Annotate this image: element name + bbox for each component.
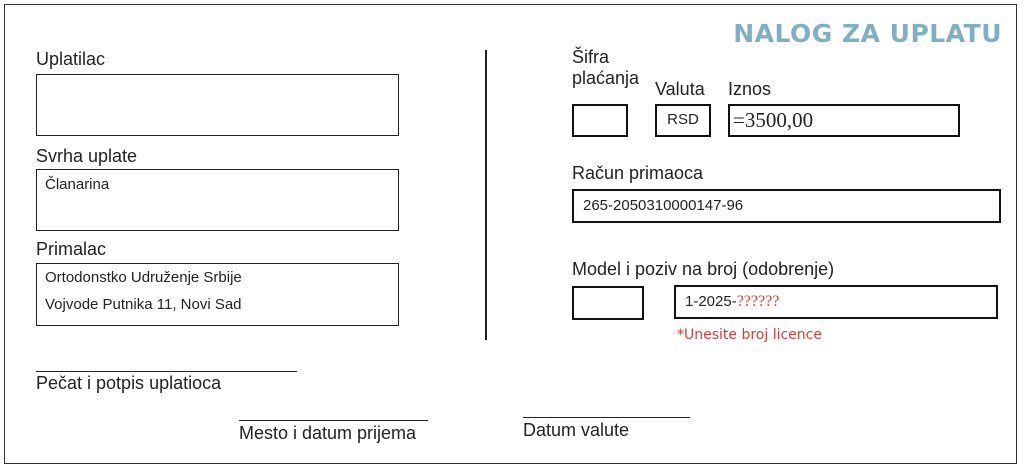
amount-field[interactable]: =3500,00 xyxy=(728,104,960,137)
place-date-label: Mesto i datum prijema xyxy=(239,423,417,443)
payer-field[interactable] xyxy=(36,74,399,136)
payment-code-label-line-1: Šifra xyxy=(572,47,610,67)
purpose-label: Svrha uplate xyxy=(36,146,138,166)
value-date-line xyxy=(523,417,690,418)
amount-label: Iznos xyxy=(728,79,772,99)
column-divider xyxy=(485,50,487,340)
payment-code-field[interactable] xyxy=(572,104,628,137)
recipient-label: Primalac xyxy=(36,239,107,259)
model-field[interactable] xyxy=(572,286,644,320)
reference-prefix: 1-2025- xyxy=(685,293,737,310)
payment-order-form xyxy=(4,4,1017,464)
payment-code-label xyxy=(572,47,639,89)
reference-number-field[interactable] xyxy=(674,285,998,319)
recipient-line-2: Vojvode Putnika 11, Novi Sad xyxy=(45,296,242,313)
stamp-signature-line xyxy=(36,371,297,372)
account-label: Račun primaoca xyxy=(572,163,704,183)
payer-label: Uplatilac xyxy=(36,49,106,69)
place-date-line xyxy=(239,420,428,421)
value-date-label: Datum valute xyxy=(523,420,630,440)
purpose-field[interactable]: Članarina xyxy=(36,169,399,231)
account-field[interactable]: 265-2050310000147-96 xyxy=(572,189,1001,223)
form-title: NALOG ZA UPLATU xyxy=(733,19,1002,48)
payment-code-label-line-2: plaćanja xyxy=(572,68,640,88)
license-hint: *Unesite broj licence xyxy=(677,327,822,343)
stamp-signature-label: Pečat i potpis uplatioca xyxy=(36,373,222,393)
currency-label: Valuta xyxy=(655,79,705,99)
recipient-line-1: Ortodonstko Udruženje Srbije xyxy=(45,269,242,286)
model-reference-label: Model i poziv na broj (odobrenje) xyxy=(572,259,835,279)
recipient-field[interactable] xyxy=(36,263,399,326)
reference-placeholder: ?????? xyxy=(736,293,780,310)
currency-field[interactable]: RSD xyxy=(655,104,711,137)
